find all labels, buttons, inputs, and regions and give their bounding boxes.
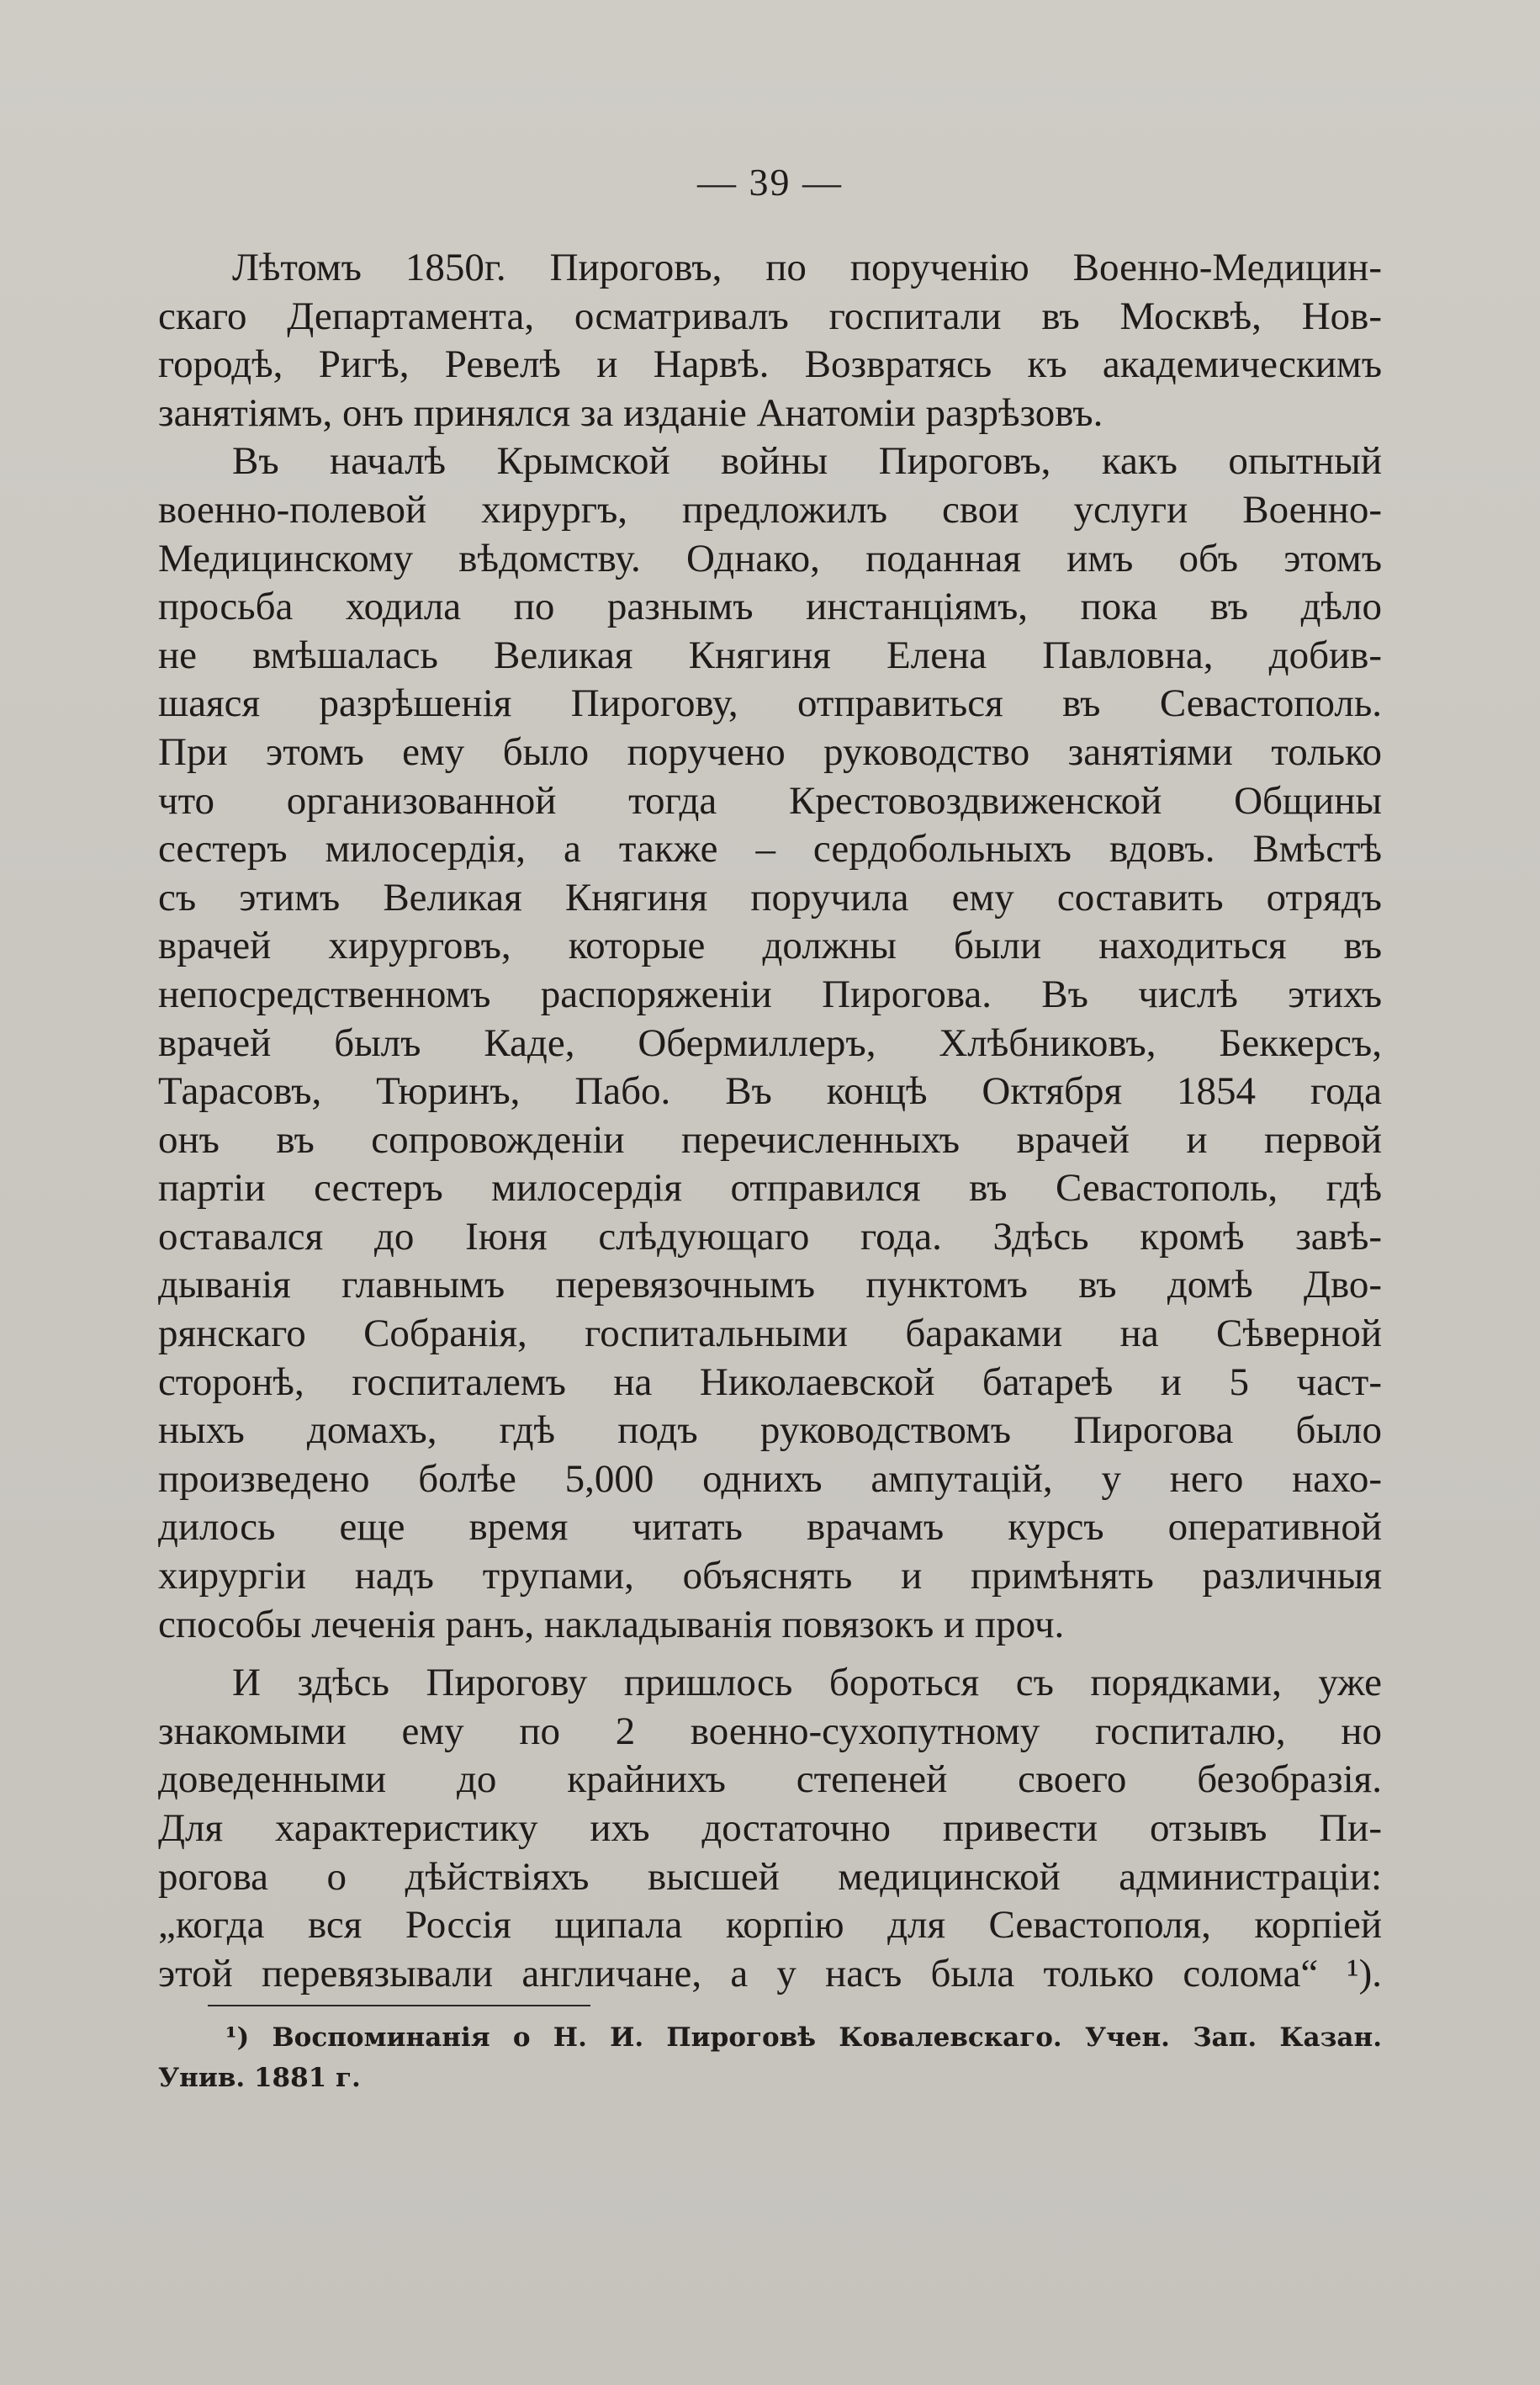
paragraph-3-line-1: И здѣсь Пирогову пришлось бороться съ порядками, уже [232,1661,1382,1705]
paragraph-2-line-12: непосредственномъ распоряженіи Пирогова. Въ числѣ этихъ [158,972,1382,1016]
paragraph-2-line-6: шаяся разрѣшенія Пирогову, отправиться въ Севастополь. [158,681,1382,726]
paragraph-1-line-2: скаго Департамента, осматривалъ госпитали въ Москвѣ, Нов- [158,294,1382,338]
paragraph-2-line-24: хирургіи надъ трупами, объяснять и примѣнять различныя [158,1554,1382,1598]
paragraph-1-line-4: занятіямъ, онъ принялся за изданіе Анатоміи разрѣзовъ. [158,390,1103,435]
paragraph-3-line-3: доведенными до крайнихъ степеней своего безобразія. [158,1757,1382,1802]
paragraph-1-line-1: Лѣтомъ 1850г. Пироговъ, по порученію Военно-Медицин- [232,246,1382,289]
paragraph-3-line-7: этой перевязывали англичане, а у насъ была только солома“ ¹). [158,1951,1382,1995]
paragraph-2-line-16: партіи сестеръ милосердія отправился въ Севастополь, гдѣ [158,1166,1382,1211]
paragraph-3-line-5: рогова о дѣйствіяхъ высшей медицинской администраціи: [158,1854,1382,1899]
paragraph-2-line-9: сестеръ милосердія, а также – сердобольныхъ вдовъ. Вмѣстѣ [158,827,1382,872]
paragraph-2-line-22: произведено болѣе 5,000 однихъ ампутацій, у него нахо- [158,1456,1382,1501]
footnote-line-1: ¹) Воспоминанія о Н. И. Пироговѣ Ковалевскаго. Учен. Зап. Казан. [225,2022,1382,2053]
paragraph-2-line-4: просьба ходила по разнымъ инстанціямъ, пока въ дѣло [158,585,1382,629]
page-number: — 39 — [697,161,843,204]
paragraph-2-line-21: ныхъ домахъ, гдѣ подъ руководствомъ Пирогова было [158,1408,1382,1453]
paragraph-2-line-17: оставался до Іюня слѣдующаго года. Здѣсь кромѣ завѣ- [158,1214,1382,1259]
paragraph-2-line-23: дилось еще время читать врачамъ курсъ оперативной [158,1505,1382,1550]
paragraph-2-line-18: дыванія главнымъ перевязочнымъ пунктомъ въ домѣ Дво- [158,1263,1382,1307]
paragraph-2-line-14: Тарасовъ, Тюринъ, Пабо. Въ концѣ Октября 1854 года [158,1069,1382,1114]
paragraph-2-line-5: не вмѣшалась Великая Княгиня Елена Павловна, добив- [158,633,1382,677]
paragraph-3-line-2: знакомыми ему по 2 военно-сухопутному госпиталю, но [158,1709,1382,1753]
footnote-divider [208,2005,590,2006]
paragraph-2-line-7: При этомъ ему было поручено руководство занятіями только [158,729,1382,774]
paragraph-2-line-10: съ этимъ Великая Княгиня поручила ему составить отрядъ [158,875,1382,920]
paragraph-1-line-3: городѣ, Ригѣ, Ревелѣ и Нарвѣ. Возвратясь къ академическимъ [158,342,1382,387]
paragraph-2-line-11: врачей хирурговъ, которые должны были находиться въ [158,924,1382,968]
footnote-line-2: Унив. 1881 г. [158,2063,361,2093]
body-text [158,244,1382,1998]
paragraph-2-line-20: сторонѣ, госпиталемъ на Николаевской батареѣ и 5 част- [158,1359,1382,1404]
paragraph-2-line-25: способы леченія ранъ, накладыванія повязокъ и проч. [158,1602,1065,1646]
paragraph-3-line-6: „когда вся Россія щипала корпію для Севастополя, корпіей [158,1903,1382,1948]
paragraph-2-line-8: что организованной тогда Крестовоздвиженской Общины [158,778,1382,823]
paragraph-2-line-3: Медицинскому вѣдомству. Однако, поданная имъ объ этомъ [158,536,1382,580]
paragraph-2-line-1: Въ началѣ Крымской войны Пироговъ, какъ опытный [232,439,1382,484]
footnote [158,2017,1382,2098]
paragraph-2-line-15: онъ въ сопровожденіи перечисленныхъ врачей и первой [158,1117,1382,1162]
paragraph-2-line-19: рянскаго Собранія, госпитальными бараками на Сѣверной [158,1312,1382,1356]
paragraph-2-line-13: врачей былъ Каде, Обермиллеръ, Хлѣбниковъ, Беккерсъ, [158,1020,1382,1065]
paragraph-2-line-2: военно-полевой хирургъ, предложилъ свои услуги Военно- [158,487,1382,532]
paragraph-3-line-4: Для характеристику ихъ достаточно привести отзывъ Пи- [158,1806,1382,1850]
